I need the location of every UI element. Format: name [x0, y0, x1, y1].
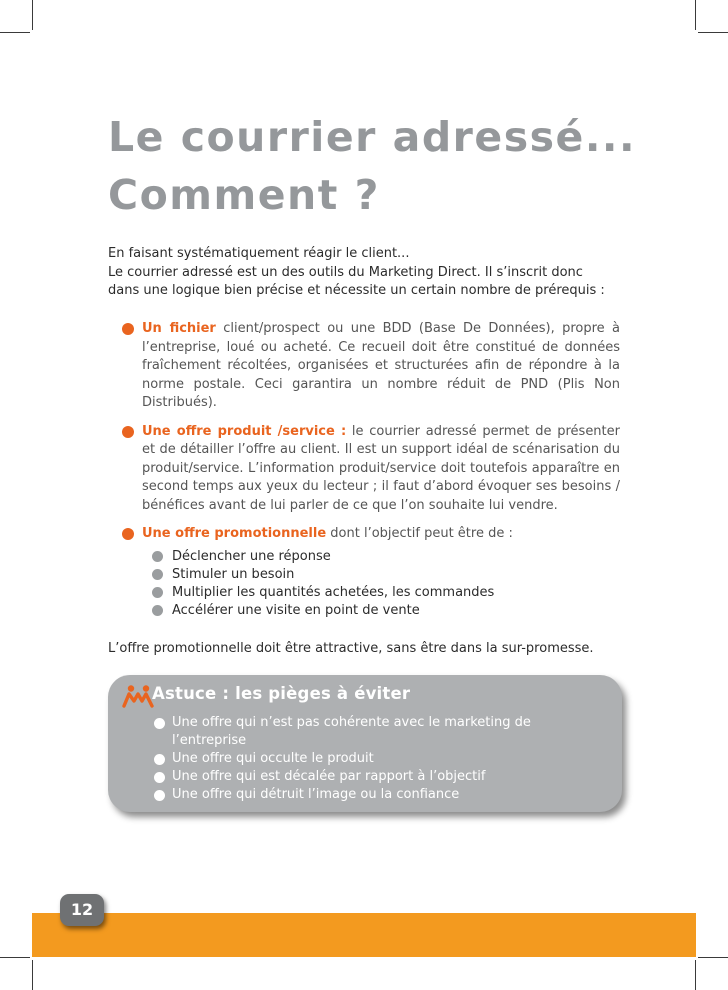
objectives-list [152, 548, 620, 620]
tip-item-text: Une offre qui détruit l’image ou la confiance [172, 787, 460, 802]
title-line: Le courrier adressé... [108, 113, 637, 161]
sub-item-text: Accélérer une visite en point de vente [172, 602, 420, 618]
item-description: le courrier adressé permet de présenter et de détailler l’offre au client. Il est un support idéal de scénarisation du produit/service. L’information produit/service doit toutefois apparaître en second temps aux yeux du lecteur ; il faut d’abord évoquer ses besoins / bénéfices avant de lui parler de ce que l’on souhaite lui vendre. [142, 423, 620, 513]
bullet-dot-icon [122, 426, 134, 438]
bullet-dot-icon [152, 587, 163, 598]
tip-item [154, 786, 594, 804]
tip-item [154, 750, 594, 768]
bullet-dot-icon [152, 551, 163, 562]
tip-item [154, 768, 594, 786]
tip-title: Astuce : les pièges à éviter [152, 684, 411, 703]
sub-list-item [152, 548, 620, 566]
intro-text [108, 245, 618, 301]
sub-list-item [152, 566, 620, 584]
intro-line: En faisant systématiquement réagir le client... [108, 246, 410, 261]
crop-mark [0, 957, 30, 958]
crop-mark [0, 32, 30, 33]
item-keyword: Une offre promotionnelle [142, 526, 327, 541]
item-description: client/prospect ou une BDD (Base De Données), propre à l’entreprise, loué ou acheté. Ce recueil doit être constitué de données fraîchement récoltées, organisées et structurées afin de répondre à la norme postale. Ceci garantira un nombre réduit de PND (Plis Non Distribués). [142, 321, 621, 410]
crop-mark [698, 957, 728, 958]
sub-list-item [152, 602, 620, 620]
tip-item-text: Une offre qui occulte le produit [172, 751, 374, 766]
crop-mark [695, 0, 696, 30]
page-title [108, 108, 636, 224]
list-item [122, 423, 620, 516]
bullet-dot-icon [122, 323, 134, 335]
closing-text: L’offre promotionnelle doit être attractive, sans être dans la sur-promesse. [108, 641, 594, 656]
page-number: 12 [60, 894, 104, 926]
tip-item [154, 714, 594, 750]
item-description: dont l’objectif peut être de : [326, 526, 513, 541]
sub-item-text: Déclencher une réponse [172, 548, 331, 564]
intro-paragraph: Le courrier adressé est un des outils du Marketing Direct. Il s’inscrit donc dans une logique bien précise et nécessite un certain nombre de prérequis : [108, 264, 605, 298]
item-keyword: Un fichier [142, 321, 216, 336]
bullet-dot-icon [154, 772, 165, 783]
bullet-dot-icon [154, 754, 165, 765]
bullet-dot-icon [154, 790, 165, 801]
bullet-dot-icon [152, 605, 163, 616]
sub-list-item [152, 584, 620, 602]
list-item [122, 320, 620, 413]
title-line: Comment ? [108, 171, 380, 219]
footer-bar [32, 913, 696, 957]
bullet-dot-icon [154, 718, 165, 729]
crop-mark [695, 960, 696, 990]
list-item [122, 525, 620, 620]
prerequisites-list [122, 320, 620, 630]
crop-mark [32, 0, 33, 30]
crop-mark [32, 960, 33, 990]
bullet-dot-icon [152, 569, 163, 580]
tip-item-text: Une offre qui n’est pas cohérente avec le marketing de l’entreprise [172, 715, 531, 748]
sub-item-text: Stimuler un besoin [172, 566, 295, 582]
tip-list [154, 714, 594, 804]
crop-mark [698, 32, 728, 33]
tip-item-text: Une offre qui est décalée par rapport à l’objectif [172, 769, 486, 784]
sub-item-text: Multiplier les quantités achetées, les commandes [172, 584, 495, 600]
bullet-dot-icon [122, 528, 134, 540]
tip-box [108, 675, 622, 812]
item-keyword: Une offre produit /service : [142, 423, 347, 439]
